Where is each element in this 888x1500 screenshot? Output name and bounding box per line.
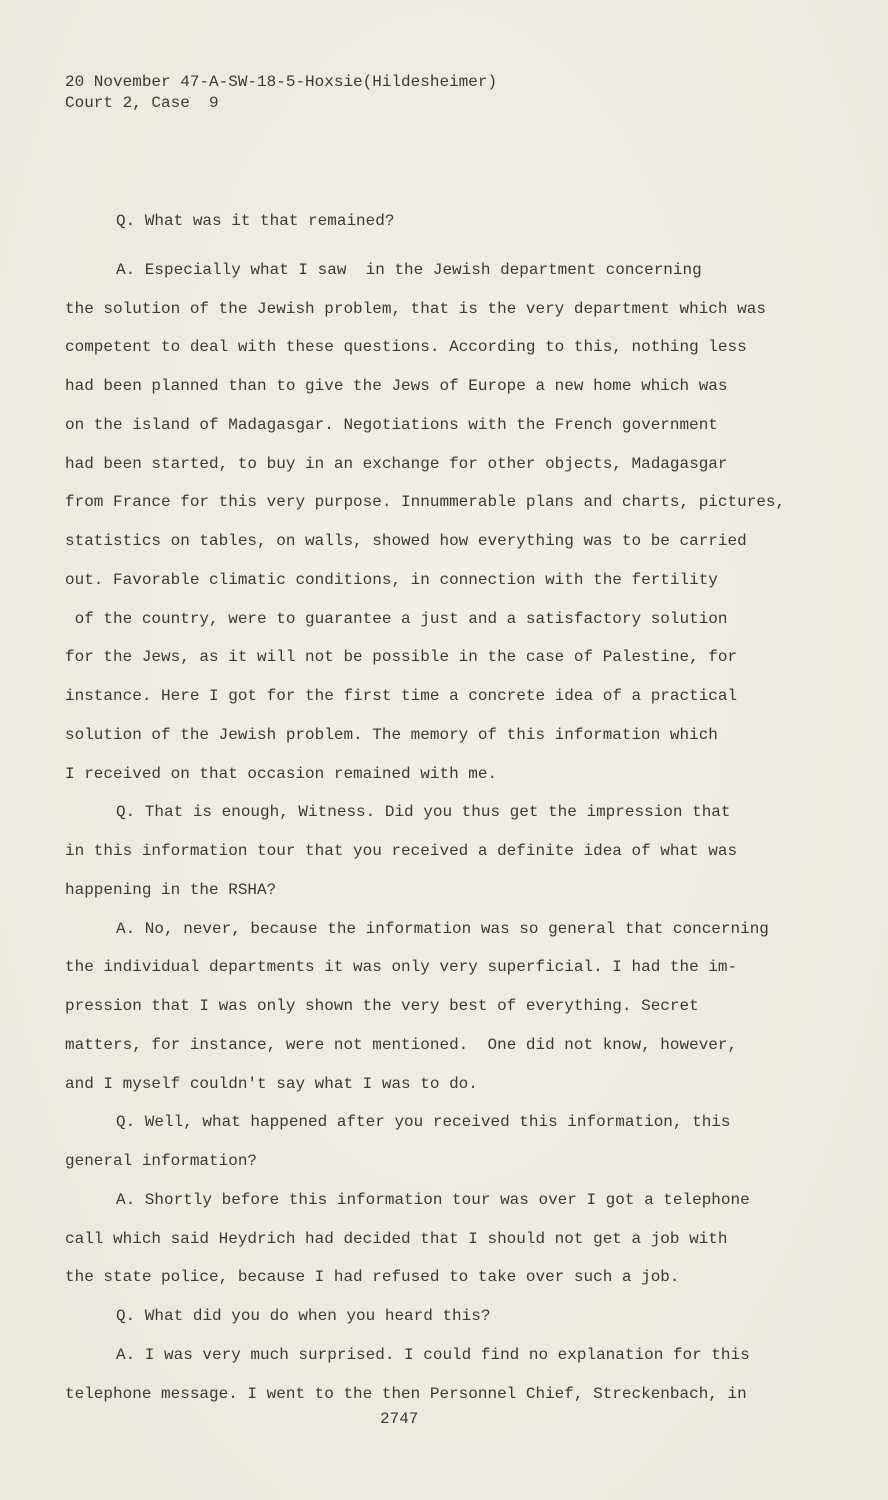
transcript-line: had been started, to buy in an exchange for other objects, Madagasgar [65, 454, 728, 473]
transcript-line: A. Especially what I saw in the Jewish department concerning [116, 260, 702, 279]
transcript-line: of the country, were to guarantee a just and a satisfactory solution [65, 609, 728, 628]
transcript-line: Q. That is enough, Witness. Did you thus get the impression that [116, 803, 731, 822]
transcript-line: had been planned than to give the Jews of Europe a new home which was [65, 377, 728, 395]
transcript-line: on the island of Madagasgar. Negotiations with the French government [65, 415, 718, 434]
transcript-line: statistics on tables, on walls, showed how everything was to be carried [65, 532, 747, 550]
transcript-line: happening in the RSHA? [65, 880, 277, 899]
transcript-line: I received on that occasion remained with me. [65, 764, 498, 783]
transcript-line: in this information tour that you received a definite idea of what was [65, 842, 738, 860]
transcript-line: instance. Here I got for the first time a concrete idea of a practical [65, 687, 738, 705]
header-court-line: Court 2, Case 9 [65, 94, 219, 112]
transcript-line: the solution of the Jewish problem, that is the very department which was [65, 299, 766, 318]
header-reference-line: 20 November 47-A-SW-18-5-Hoxsie(Hildesheimer) [65, 73, 498, 91]
transcript-body [65, 211, 785, 1422]
transcript-line: solution of the Jewish problem. The memory of this information which [65, 725, 718, 744]
transcript-line: Q. What did you do when you heard this? [116, 1307, 491, 1325]
transcript-line: general information? [65, 1152, 258, 1170]
transcript-line: A. I was very much surprised. I could find no explanation for this [116, 1345, 750, 1364]
transcript-line: A. No, never, because the information was so general that concerning [116, 919, 769, 938]
transcript-line: Q. Well, what happened after you received this information, this [116, 1113, 731, 1132]
transcript-line: from France for this very purpose. Innummerable plans and charts, pictures, [65, 493, 786, 512]
transcript-line: the state police, because I had refused to take over such a job. [65, 1268, 680, 1287]
transcript-line: competent to deal with these questions. According to this, nothing less [65, 338, 747, 357]
transcript-line: out. Favorable climatic conditions, in connection with the fertility [65, 570, 718, 589]
transcript-line: and I myself couldn't say what I was to do. [65, 1074, 478, 1093]
transcript-line: the individual departments it was only very superficial. I had the im- [65, 958, 738, 977]
transcript-line: A. Shortly before this information tour was over I got a telephone [116, 1190, 750, 1209]
transcript-line: pression that I was only shown the very best of everything. Secret [65, 997, 699, 1015]
transcript-line: telephone message. I went to the then Personnel Chief, Streckenbach, in [65, 1384, 747, 1403]
transcript-line: for the Jews, as it will not be possible in the case of Palestine, for [65, 648, 738, 667]
page-number: 2747 [380, 1410, 419, 1428]
transcript-line: call which said Heydrich had decided that I should not get a job with [65, 1229, 728, 1248]
transcript-line: Q. What was it that remained? [116, 212, 395, 230]
transcript-line: matters, for instance, were not mentioned. One did not know, however, [65, 1035, 738, 1054]
